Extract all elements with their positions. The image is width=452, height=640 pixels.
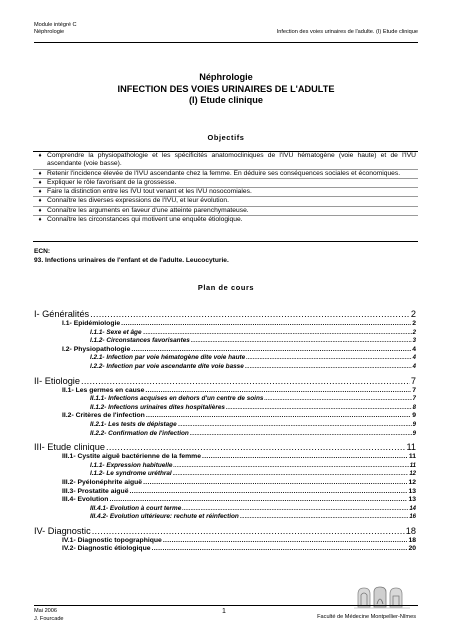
toc-label: I.1.1- Expression habituelle	[90, 461, 173, 469]
toc-leader-dots	[109, 496, 407, 505]
toc-leader-dots	[173, 470, 409, 479]
toc-page-number: 18	[405, 525, 416, 536]
footer-date: Mai 2006	[34, 608, 58, 614]
toc-label: I.1.2- Circonstances favorisantes	[90, 337, 190, 345]
toc-subsubsection[interactable]	[34, 462, 416, 471]
toc-label: II.2- Critères de l'infection	[62, 412, 145, 420]
toc-label: II.2.1- Les tests de dépistage	[90, 420, 177, 428]
toc-leader-dots	[81, 376, 410, 387]
objective-item	[33, 152, 418, 170]
objectives-box	[33, 151, 418, 242]
toc-page-number: 12	[408, 478, 416, 486]
toc-leader-dots	[226, 404, 412, 413]
objective-item	[33, 170, 418, 179]
toc-page-number: 4	[412, 355, 416, 362]
toc-leader-dots	[191, 337, 412, 346]
diamond-bullet-icon: ♦	[38, 153, 42, 159]
title-part: (I) Etude clinique	[188, 95, 263, 105]
objective-text: Connaître les circonstances qui motivent une enquête étiologique.	[47, 216, 243, 224]
objective-item	[33, 216, 418, 224]
toc-label: III.3- Prostatite aiguë	[62, 487, 129, 495]
title-main: INFECTION DES VOIES URINAIRES DE L'ADULTE	[117, 83, 335, 94]
toc-page-number: 4	[412, 345, 416, 353]
toc-page-number: 7	[410, 375, 416, 386]
header-subject: Néphrologie	[34, 29, 65, 35]
toc-page-number: 13	[408, 496, 416, 504]
toc-section[interactable]	[34, 309, 416, 320]
toc-label: III.4- Evolution	[62, 496, 109, 504]
toc-label: II.1.1- Infections acquises en dehors d'un centre de soins	[90, 395, 264, 403]
toc-leader-dots	[190, 430, 412, 439]
toc-subsection[interactable]	[34, 479, 416, 488]
toc-leader-dots	[143, 479, 407, 488]
header-divider	[34, 42, 418, 43]
toc-subsection[interactable]	[34, 488, 416, 497]
footer-institution: Faculté de Médecine Montpellier-Nîmes	[317, 614, 416, 620]
toc-page-number: 11	[408, 453, 416, 461]
page-header	[34, 22, 418, 36]
objective-item	[33, 188, 418, 197]
toc-label: I.1.2- Le syndrome uréthral	[90, 470, 172, 478]
toc-leader-dots	[245, 363, 412, 372]
toc-label: II- Etiologie	[34, 375, 80, 386]
toc-subsubsection[interactable]	[34, 363, 416, 372]
toc-label: I- Généralités	[34, 309, 90, 319]
toc-subsection[interactable]	[34, 545, 416, 554]
toc-leader-dots	[92, 526, 405, 537]
toc-label: I.2.1- Infection par voie hématogène dite voie haute	[90, 354, 246, 362]
header-course-title: Infection des voies urinaires de l'adulte. (I) Etude clinique	[276, 29, 418, 35]
toc-page-number: 9	[412, 412, 416, 420]
toc-page-number: 12	[409, 471, 416, 478]
toc-page-number: 8	[412, 404, 416, 411]
toc-subsubsection[interactable]	[34, 421, 416, 430]
toc-section[interactable]	[34, 376, 416, 387]
toc-leader-dots	[240, 513, 409, 522]
toc-subsubsection[interactable]	[34, 430, 416, 439]
toc-leader-dots	[145, 387, 411, 396]
toc-subsection[interactable]	[34, 320, 416, 329]
objective-text: Faire la distinction entre les IVU tout venant et les IVU nosocomiales.	[47, 188, 252, 196]
toc-subsection[interactable]	[34, 412, 416, 421]
toc-leader-dots	[178, 421, 412, 430]
toc-page-number: 2	[412, 329, 416, 336]
toc-page-number: 4	[412, 363, 416, 370]
objective-text: Connaître les arguments en faveur d'une atteinte parenchymateuse.	[47, 206, 249, 214]
toc-subsubsection[interactable]	[34, 513, 416, 522]
toc-page-number: 13	[408, 487, 416, 495]
toc-subsubsection[interactable]	[34, 337, 416, 346]
toc-page-number: 14	[409, 505, 416, 512]
objective-text: Retenir l'incidence élevée de l'IVU ascendante chez la femme. En déduire ses conséquences sociales et économiques.	[47, 169, 401, 177]
toc-leader-dots	[202, 453, 408, 462]
toc-label: III.2- Pyélonéphrite aiguë	[62, 478, 143, 486]
plan-heading: Plan de cours	[197, 283, 255, 292]
toc-label: I.1.1- Sexe et âge	[90, 328, 142, 336]
toc-page-number: 3	[412, 338, 416, 345]
toc-label: III.4.1- Evolution à court terme	[90, 504, 182, 512]
footer-left	[34, 608, 64, 623]
toc-label: II.2.2- Confirmation de l'infection	[90, 429, 189, 437]
toc-leader-dots	[246, 354, 411, 363]
toc-subsection[interactable]	[34, 346, 416, 355]
objective-text: Connaître les diverses expressions de l'IVU, et leur évolution.	[47, 197, 229, 205]
toc-label: I.2- Physiopathologie	[62, 345, 131, 353]
diamond-bullet-icon: ♦	[38, 198, 42, 205]
toc-leader-dots	[106, 442, 405, 453]
diamond-bullet-icon: ♦	[38, 189, 42, 196]
toc-leader-dots	[146, 412, 411, 421]
diamond-bullet-icon: ♦	[38, 207, 42, 214]
toc-leader-dots	[121, 320, 411, 329]
toc-page-number: 11	[409, 462, 416, 469]
toc-section[interactable]	[34, 526, 416, 537]
title-specialty: Néphrologie	[199, 72, 253, 82]
footer-author: J. Fourcade	[34, 615, 64, 622]
page-number: 1	[222, 608, 226, 615]
toc-subsection[interactable]	[34, 537, 416, 546]
ecn-label: ECN:	[34, 248, 51, 255]
objective-item	[33, 179, 418, 188]
toc-subsection[interactable]	[34, 387, 416, 396]
objective-item	[33, 197, 418, 206]
toc-page-number: 9	[412, 430, 416, 437]
toc-page-number: 7	[412, 396, 416, 403]
toc-page-number: 7	[412, 386, 416, 394]
toc-leader-dots	[90, 309, 410, 320]
objective-item	[33, 207, 418, 216]
toc-page-number: 2	[410, 309, 416, 319]
toc-label: III.1- Cystite aiguë bactérienne de la femme	[62, 453, 202, 461]
toc-leader-dots	[182, 505, 408, 514]
toc-leader-dots	[131, 346, 411, 355]
toc-label: IV- Diagnostic	[34, 525, 91, 536]
objectives-heading: Objectifs	[207, 133, 245, 142]
toc-subsubsection[interactable]	[34, 470, 416, 479]
table-of-contents	[34, 305, 416, 554]
toc-subsubsection[interactable]	[34, 354, 416, 363]
toc-page-number: 18	[408, 536, 416, 544]
toc-label: I.1- Epidémiologie	[62, 320, 121, 327]
toc-page-number: 9	[412, 421, 416, 428]
toc-subsubsection[interactable]	[34, 395, 416, 404]
diamond-bullet-icon: ♦	[38, 217, 42, 224]
toc-page-number: 11	[406, 442, 416, 453]
toc-subsection[interactable]	[34, 496, 416, 505]
diamond-bullet-icon: ♦	[38, 179, 42, 186]
toc-subsubsection[interactable]	[34, 505, 416, 514]
toc-label: II.1.2- Infections urinaires dites hospitalières	[90, 403, 225, 411]
toc-subsubsection[interactable]	[34, 329, 416, 338]
toc-label: II.1- Les germes en cause	[62, 386, 145, 394]
toc-subsection[interactable]	[34, 453, 416, 462]
toc-section[interactable]	[34, 442, 416, 453]
toc-leader-dots	[173, 462, 408, 471]
objectives-list	[33, 152, 418, 224]
diamond-bullet-icon: ♦	[38, 170, 42, 177]
toc-label: III.4.2- Evolution ultérieure: rechute et réinfection	[90, 513, 239, 521]
toc-subsubsection[interactable]	[34, 404, 416, 413]
toc-leader-dots	[152, 545, 408, 554]
toc-leader-dots	[129, 488, 407, 497]
toc-label: IV.2- Diagnostic étiologique	[62, 545, 151, 553]
toc-leader-dots	[264, 395, 411, 404]
footer-divider	[34, 605, 418, 606]
toc-label: IV.1- Diagnostic topographique	[62, 536, 162, 544]
header-module: Module intégré C	[34, 22, 77, 28]
objective-text: Expliquer le rôle favorisant de la grossesse.	[47, 178, 177, 186]
toc-page-number: 20	[408, 545, 416, 553]
document-title	[34, 72, 418, 107]
toc-leader-dots	[163, 537, 408, 546]
toc-page-number: 2	[412, 320, 416, 327]
objective-text: Comprendre la physiopathologie et les spécificités anatomocliniques de l'IVU hématogène (voie haute) et de l'IVU ascendante (voie basse).	[47, 152, 416, 168]
ecn-block	[34, 247, 418, 265]
toc-label: I.2.2- Infection par voie ascendante dite voie basse	[90, 362, 244, 370]
toc-label: III- Etude clinique	[34, 442, 105, 453]
ecn-text: 93. Infections urinaires de l'enfant et de l'adulte. Leucocyturie.	[34, 257, 229, 264]
toc-leader-dots	[143, 329, 412, 338]
toc-page-number: 16	[409, 514, 416, 521]
